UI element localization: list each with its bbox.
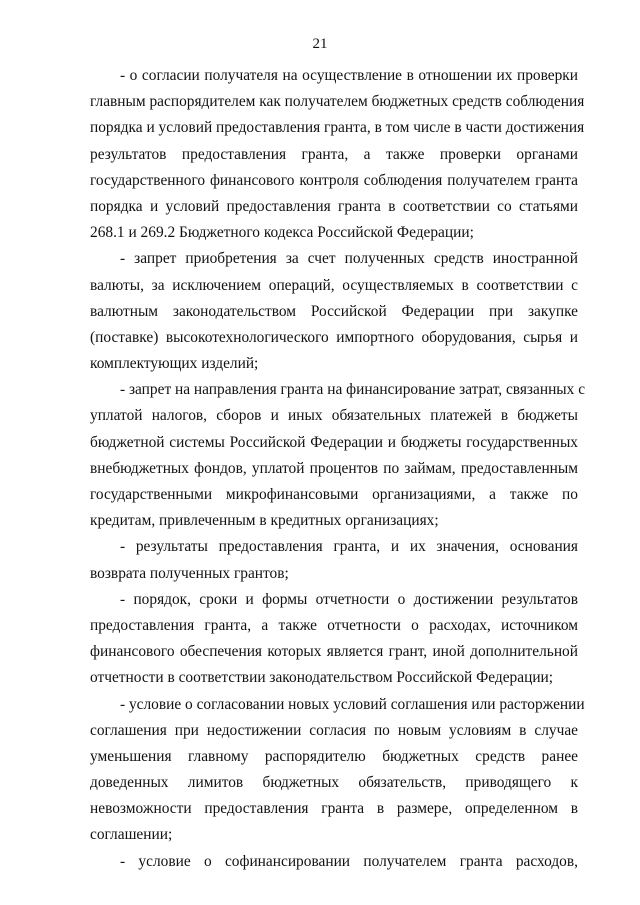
text-line: отчетности в соответствии законодательством Российской Федерации; xyxy=(90,669,554,687)
text-line: бюджетной системы Российской Федерации и бюджеты государственных xyxy=(90,433,578,451)
text-line: - о согласии получателя на осуществление в отношении их проверки xyxy=(120,67,578,84)
text-line: валюты, за исключением операций, осуществляемых в соответствии с xyxy=(90,276,578,294)
text-line: соглашении; xyxy=(90,826,173,844)
paragraph xyxy=(90,587,578,692)
text-line: - запрет приобретения за счет полученных средств иностранной xyxy=(120,250,578,268)
text-line: соглашения при недостижении согласия по новым условиям в случае xyxy=(90,721,578,739)
text-line: доведенных лимитов бюджетных обязательств, приводящего к xyxy=(90,774,578,792)
text-line: - условие о согласовании новых условий соглашения или расторжении xyxy=(120,695,585,713)
text-line: результатов предоставления гранта, а также проверки органами xyxy=(90,145,578,163)
text-line: (поставке) высокотехнологического импортного оборудования, сырья и xyxy=(90,328,578,346)
text-line: порядка и условий предоставления гранта в соответствии со статьями xyxy=(90,197,578,215)
text-line: финансового обеспечения которых является грант, иной дополнительной xyxy=(90,643,578,661)
text-line: комплектующих изделий; xyxy=(90,355,259,373)
paragraph xyxy=(90,849,578,875)
paragraph xyxy=(90,377,586,534)
text-line: предоставления гранта, а также отчетности о расходах, источником xyxy=(90,616,578,634)
page-number: 21 xyxy=(312,36,328,52)
text-line: государственного финансового контроля соблюдения получателем гранта xyxy=(90,171,578,189)
paragraph xyxy=(90,534,578,586)
text-line: - условие о софинансировании получателем гранта расходов, xyxy=(120,852,578,870)
text-line: - запрет на направления гранта на финансирование затрат, связанных с xyxy=(120,381,586,399)
text-line: - результаты предоставления гранта, и их значения, основания xyxy=(120,538,578,556)
text-line: главным распорядителем как получателем бюджетных средств соблюдения xyxy=(90,93,585,111)
paragraph xyxy=(90,63,585,246)
document-body xyxy=(90,63,586,875)
text-line: уплатой налогов, сборов и иных обязательных платежей в бюджеты xyxy=(90,407,578,425)
text-line: уменьшения главному распорядителю бюджетных средств ранее xyxy=(90,747,578,765)
text-line: невозможности предоставления гранта в размере, определенном в xyxy=(90,800,578,818)
text-line: 268.1 и 269.2 Бюджетного кодекса Российской Федерации; xyxy=(90,224,474,242)
paragraph xyxy=(90,692,585,849)
text-line: возврата полученных грантов; xyxy=(90,564,289,582)
text-line: валютным законодательством Российской Федерации при закупке xyxy=(90,302,578,320)
text-line: внебюджетных фондов, уплатой процентов по займам, предоставленным xyxy=(90,459,578,477)
paragraph xyxy=(90,246,578,377)
text-line: - порядок, сроки и формы отчетности о достижении результатов xyxy=(120,590,578,608)
text-line: кредитам, привлеченным в кредитных организациях; xyxy=(90,512,439,530)
text-line: порядка и условий предоставления гранта, в том числе в части достижения xyxy=(90,119,585,137)
text-line: государственными микрофинансовыми организациями, а также по xyxy=(90,486,578,503)
